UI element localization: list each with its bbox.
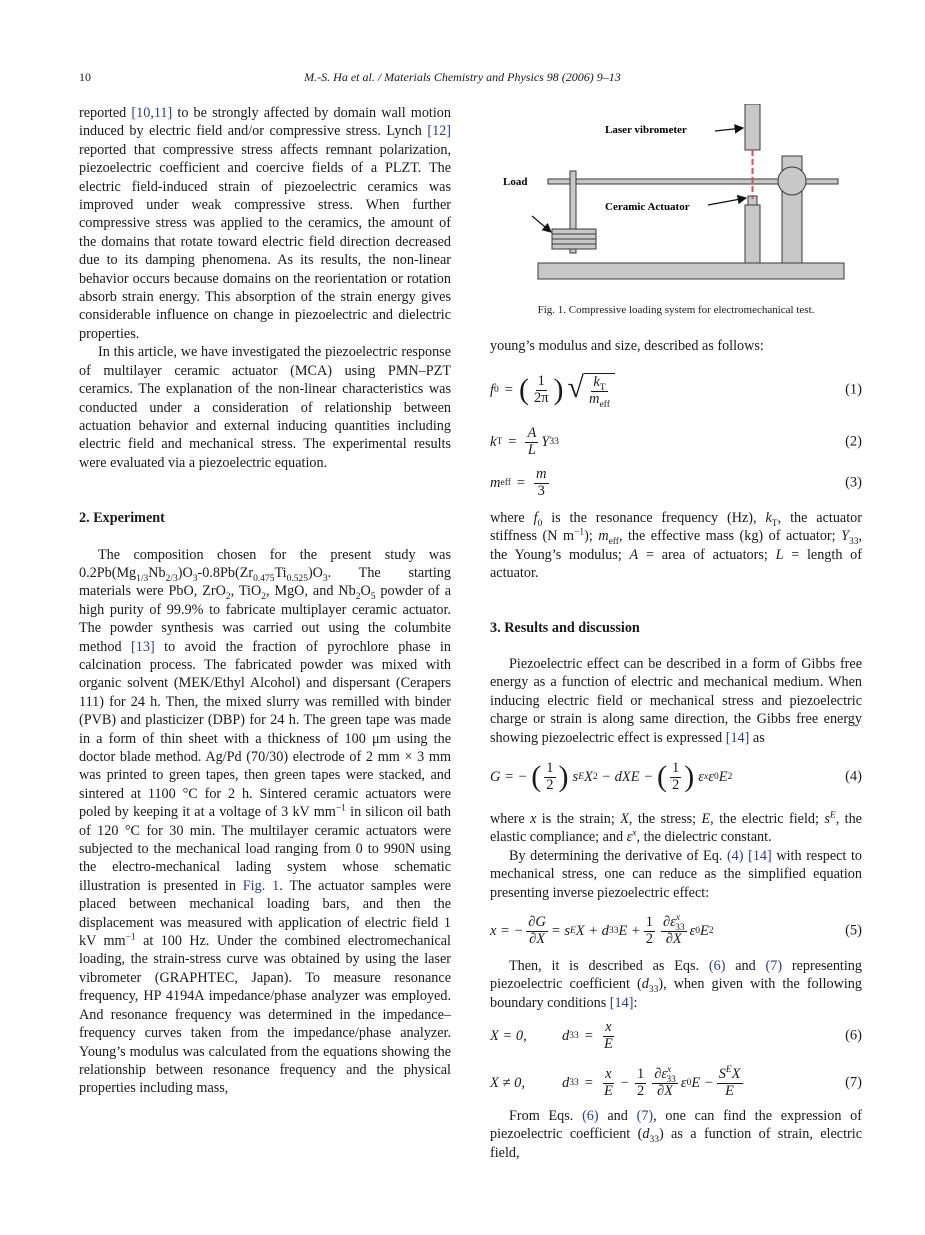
superscript: −1 [574, 527, 585, 538]
eq-symbol: x = − [490, 922, 524, 939]
text: Then, it is described as Eqs. [509, 958, 709, 974]
eq-numerator: 1 [636, 1066, 645, 1083]
text: ); [584, 528, 599, 545]
subscript: 1/3 [136, 573, 149, 584]
eq-symbol: ε [689, 922, 696, 939]
eq-subscript: T [599, 383, 606, 394]
subscript: eff [608, 537, 619, 548]
text: = length of actuator. [490, 546, 862, 582]
math-symbol: d [642, 1126, 650, 1143]
eq-symbol: ∂ε [662, 914, 676, 931]
eq-symbol: d [562, 1027, 570, 1044]
equation-number: (3) [845, 474, 862, 491]
eq-symbol: m [490, 474, 501, 491]
text: representing piezoelectric coefficient ( [490, 958, 862, 993]
eq-symbol: G = − [490, 768, 528, 785]
actuator-column [745, 205, 760, 263]
eq-denominator: 2 [546, 776, 554, 793]
text: The composition chosen for the present study was 0.2Pb(Mg [79, 546, 451, 581]
equation-2: k T = $\frac{A}{L}$ Y 33 (2) [490, 425, 862, 458]
text: -0.8Pb(Zr [197, 564, 254, 581]
right-column-block-4 [490, 957, 862, 1012]
results-paragraph-2 [490, 810, 862, 847]
eq-symbol: k [593, 374, 600, 391]
equation-link[interactable]: (6) [582, 1108, 599, 1124]
arrow-laser [715, 128, 743, 131]
text: Nb [148, 564, 166, 581]
eq-symbol: X [731, 1066, 741, 1083]
eq-symbol: ε [680, 1074, 687, 1091]
citation-link[interactable]: [10,11] [131, 105, 173, 121]
math-symbol: A [629, 546, 639, 563]
text: in silicon oil bath of 120 °C for 30 min. The multilayer ceramic actuators were subjected to the mechanical load ranging from 0 to 990N using the electro-mechanical lading system whose schematic illustration is presented in [79, 804, 451, 894]
eq-denominator: E [725, 1082, 734, 1099]
eq-symbol: ∂ε [654, 1066, 668, 1083]
eq-denominator: ∂X [665, 930, 682, 947]
eq-denominator: ∂X [529, 930, 546, 947]
text: . The actuator samples were placed between mechanical loading bars, and then the displacement was measured with application of electric field 1 kV mm [79, 877, 451, 950]
eq-subscript: eff [599, 399, 610, 410]
arrow-actuator [708, 198, 746, 205]
eq-numerator: 1 [645, 914, 653, 931]
eq-superscript: x [667, 1065, 672, 1076]
equation-number: (2) [845, 433, 862, 450]
eq-denominator: 2 [636, 1082, 645, 1099]
right-column-continuation [490, 337, 862, 355]
text: , the stress; [628, 811, 702, 827]
text: )O [307, 564, 323, 581]
eq-symbol: S [718, 1066, 726, 1083]
eq-symbol: E − [691, 1074, 714, 1091]
eq-symbol: − dXE − [597, 768, 654, 785]
eq-denominator: 2 [645, 930, 653, 947]
eq-subscript: 33 [666, 1075, 676, 1086]
pivot [778, 167, 806, 195]
eq-symbol: E + [618, 922, 641, 939]
intro-paragraph-2: In this article, we have investigated the piezoelectric response of multilayer ceramic actuator (MCA) using PMN–PZT ceramics. The explanation of the non-linear characteristics was conducted under a consideration of relationship between actuation behavior and external inducing quantities including electric field and mechanical stress. The experimental results were evaluated via a piezoelectric equation. [79, 344, 451, 471]
text: ), when given with the following boundary conditions [490, 976, 862, 1011]
eq-denominator: ∂X [657, 1082, 674, 1099]
equation-link[interactable]: (7) [765, 958, 783, 974]
eq-symbol: ε [708, 768, 714, 785]
eq-symbol: f [490, 381, 495, 398]
eq-numerator: A [527, 425, 537, 442]
text: to be strongly affected by domain wall motion induced by electric field and/or compressive stress. Lynch [79, 105, 451, 140]
arrow-load [532, 216, 551, 232]
results-paragraph-4 [490, 957, 862, 1012]
citation-link[interactable]: [13] [131, 638, 155, 655]
subscript: 2 [225, 592, 231, 603]
subscript: 0 [537, 518, 543, 529]
text: Ti [274, 564, 287, 581]
eq-numerator: 1 [672, 760, 680, 777]
text: where [490, 811, 531, 827]
eq-subscript: 33 [675, 923, 685, 934]
eq-denominator: 2π [533, 389, 549, 406]
figure-1 [490, 104, 862, 304]
math-symbol: f [533, 510, 538, 526]
text: ) as a function of strain, electric field, [490, 1126, 862, 1161]
math-symbol: s [824, 811, 830, 827]
eq-denominator: E [603, 1035, 613, 1052]
eq-symbol: s [572, 768, 579, 785]
subscript: 3 [322, 573, 328, 584]
label-laser-vibrometer: Laser vibrometer [605, 124, 687, 136]
math-symbol: L [775, 546, 784, 563]
running-title: M.-S. Ha et al. / Materials Chemistry and Physics 98 (2006) 9–13 [304, 70, 621, 84]
text: , TiO [230, 583, 262, 600]
subscript: 3 [192, 573, 198, 584]
text: reported [79, 105, 132, 121]
citation-link[interactable]: [12] [427, 123, 451, 140]
equation-number: (6) [845, 1027, 862, 1044]
figure-1-caption: Fig. 1. Compressive loading system for electromechanical test. [537, 304, 815, 316]
equation-number: (1) [845, 381, 862, 398]
eq-symbol: m [589, 390, 600, 407]
text: as [749, 729, 765, 746]
label-load: Load [503, 176, 528, 188]
text: and [725, 958, 766, 974]
text: , one can find the expression of piezoelectric coefficient ( [490, 1108, 862, 1143]
subscript: 0.525 [286, 573, 308, 584]
text: powder of a high purity of 99.9% to fabricate multiplayer ceramic actuator. The powder synthesis was carried out using the columbite method [79, 583, 452, 655]
text: reported that compressive stress affects remnant polarization, piezoelectric coefficient and coercive fields of a PLZT. The electric field-induced strain of piezoelectric ceramics was improved under weak compressive stress. When further compressive stress was applied to the ceramics, the amount of the domains that rotate toward electric field direction decreased due to its damping phenomena. As its results, the non-linear behavior occurs because domains on the reorientation or rotation absorb strain energy. This absorption of the strain energy gives considerable influence on change in piezoelectric and dielectric properties. [79, 141, 451, 342]
continuation-text: young’s modulus and size, described as follows: [490, 338, 764, 354]
eq-numerator: x [605, 1066, 612, 1083]
math-symbol: Y [841, 528, 849, 545]
load-weight [552, 244, 596, 249]
subscript: 5 [370, 592, 376, 603]
experiment-paragraph [79, 546, 451, 1098]
load-weight [552, 234, 596, 239]
eq-denominator: 3 [537, 482, 545, 499]
eq-denominator: E [603, 1082, 613, 1099]
equation-number: (4) [845, 768, 862, 785]
right-column-block-3 [490, 810, 862, 902]
equation-5: x = − $\frac{\partial G}{\partial X}$ = s E X + d 33 E + $\frac{1}{2}$ $\frac{\partial\varepsilon^x_{33}}{\partial X}$ ε 0 E 2 (5) [490, 913, 862, 947]
equation-6: X = 0, d 33 = $\frac{x}{E}$ (6) [490, 1019, 862, 1052]
text: at 100 Hz. Under the combined electromechanical loading, the strain-stress curve was obtained by using the laser vibrometer (GRAPHTEC, Japan). To measure resonance frequency, HP 4194A impedance/phase analyzer was employed. And resonance frequency was determined in the impedance–frequency curves taken from the impedance/phase analyzer. Young’s modulus was calculated from the equations showing the relationship between resonance frequency and the physical properties including mass, [79, 933, 452, 1097]
text: , MgO, and Nb [265, 583, 356, 600]
citation-link[interactable]: [14] [748, 847, 772, 864]
text: , the electric field; [710, 811, 825, 827]
equation-7: X ≠ 0, d 33 = $\frac{x}{E}$ − $\frac{1}{2}$ $\frac{\partial\varepsilon^x_{33}}{\partial X}$ ε 0 E − $\frac{S^EX}{E}$ (7) [490, 1065, 862, 1099]
math-symbol: d [641, 976, 649, 993]
text: with respect to mechanical stress, one can reduce as the simplified equation presenting inverse piezoelectric effect: [490, 847, 863, 901]
subscript: 2/3 [165, 573, 178, 584]
eq-symbol: − [620, 1074, 629, 1091]
subscript: 2 [355, 592, 361, 603]
eq-symbol: X [584, 768, 593, 785]
eq-symbol: E [718, 768, 728, 785]
text: is the resonance frequency (Hz), [542, 510, 766, 526]
right-column-block-2 [490, 509, 862, 747]
eq-symbol: Y [541, 433, 550, 450]
subscript: 33 [848, 537, 859, 548]
math-symbol: m [598, 528, 609, 545]
eq-denominator: L [527, 441, 536, 458]
equation-link[interactable]: (6) [708, 958, 726, 974]
subscript: T [771, 518, 778, 529]
eq-denominator: 2 [672, 776, 680, 793]
eq-symbol: k [490, 433, 497, 450]
equation-link[interactable]: (7) [636, 1108, 654, 1124]
results-paragraph-3 [490, 847, 862, 902]
superscript: −1 [125, 932, 136, 943]
eq-condition: X = 0, [490, 1027, 527, 1044]
equation-link[interactable]: (4) [726, 847, 744, 864]
eq-superscript: E [725, 1065, 732, 1076]
eq-numerator: 1 [537, 373, 545, 390]
equation-4: G = − ( $\frac{1}{2}$ ) s E X 2 − dXE − ( $\frac{1}{2}$ ) ε x ε 0 E 2 (4) [490, 760, 862, 793]
superscript: x [632, 828, 637, 839]
equation-3: m eff = $\frac{m}{3}$ (3) [490, 466, 862, 499]
results-paragraph-1 [490, 655, 862, 747]
eq-superscript: x [675, 913, 681, 924]
superscript: E [829, 810, 836, 821]
loading-system-diagram [490, 104, 862, 304]
eq-symbol: ε [698, 768, 705, 785]
text: to avoid the fraction of pyrochlore phase in calcination process. The fabricated powder was mixed with organic solvent (MEK/Ethyl Alcohol) and dispersant (Cerapers 111) for 24 h. Then, the mixed slurry was remilled with binder (PVB) and plasticizer (DBP) for 24 h. The green tape was made in a form of thin sheet with a thickness of 100 μm using the doctor blade method. Ag/Pd (70/30) electrode of 2 mm × 3 mm was printed to green tapes, then green tapes were stacked, and sintered at 1100 °C for 2 h. Sintered ceramic actuators were poled by keeping it at a voltage of 3 kV mm [79, 638, 451, 821]
eq-numerator: x [605, 1019, 612, 1036]
superscript: −1 [335, 803, 346, 814]
laser-vibrometer [745, 104, 760, 150]
load-weight [552, 239, 596, 244]
text: From Eqs. [509, 1108, 583, 1124]
load-weight [552, 229, 596, 234]
label-ceramic-actuator: Ceramic Actuator [605, 201, 690, 213]
eq-symbol: X + d [575, 922, 609, 939]
eq-condition: X ≠ 0, [490, 1074, 525, 1091]
math-symbol: X [620, 811, 629, 827]
text: , the elastic compliance; and [490, 811, 862, 846]
math-symbol: k [765, 510, 772, 526]
text: is the strain; [536, 811, 621, 827]
eq-symbol: = [584, 1027, 593, 1044]
math-symbol: x [530, 811, 537, 827]
text: and [598, 1108, 637, 1124]
results-paragraph-5 [490, 1107, 862, 1162]
text: )O [177, 564, 193, 581]
eq-symbol: E [700, 922, 709, 939]
eq-numerator: m [536, 466, 547, 483]
page-number: 10 [79, 70, 91, 84]
equation-number: (7) [845, 1074, 862, 1091]
eq-symbol: = [584, 1074, 593, 1091]
text: Piezoelectric effect can be described in a form of Gibbs free energy as a function of electric and mechanical medium. When inducing electric field or mechanical stress and piezoelectric charge or strain is along same direction, the Gibbs free energy showing piezoelectric effect is expressed [490, 656, 862, 746]
eq-symbol: = s [550, 922, 570, 939]
variable-definitions [490, 509, 862, 583]
text: O [360, 583, 371, 600]
text: where [490, 510, 534, 526]
right-column-block-5 [490, 1107, 862, 1162]
math-symbol: ε [626, 829, 633, 846]
text: , the effective mass (kg) of actuator; [618, 528, 842, 545]
section-heading-results: 3. Results and discussion [490, 619, 640, 636]
citation-link[interactable]: [14] [609, 994, 634, 1011]
intro-paragraph-1 [79, 104, 451, 343]
citation-link[interactable]: [14] [725, 729, 750, 746]
subscript: 2 [261, 592, 266, 603]
equation-number: (5) [845, 922, 862, 939]
eq-numerator: 1 [546, 760, 554, 777]
math-symbol: E [701, 811, 711, 827]
text: : [633, 994, 638, 1011]
subscript: 33 [649, 1135, 659, 1146]
text: , the actuator stiffness (N m [490, 510, 862, 545]
subscript: 33 [648, 985, 659, 996]
text: , the dielectric constant. [636, 829, 772, 846]
eq-symbol: d [562, 1074, 570, 1091]
subscript: 0.475 [253, 573, 275, 584]
section-heading-experiment: 2. Experiment [79, 510, 165, 527]
equation-1: f 0 = ( $\frac{1}{2\pi}$ ) √ $\frac{k_T}{m_{eff}}$ (1) [490, 371, 862, 410]
figure-link[interactable]: Fig. 1 [242, 877, 280, 894]
eq-numerator: ∂G [528, 914, 546, 931]
left-column [79, 104, 451, 1098]
text: = area of actuators; [638, 546, 776, 563]
text: By determining the derivative of Eq. [509, 847, 727, 864]
base-plate [538, 263, 844, 279]
text: . The starting materials were PbO, ZrO [79, 564, 451, 600]
text: , the Young’s modulus; [490, 528, 863, 563]
